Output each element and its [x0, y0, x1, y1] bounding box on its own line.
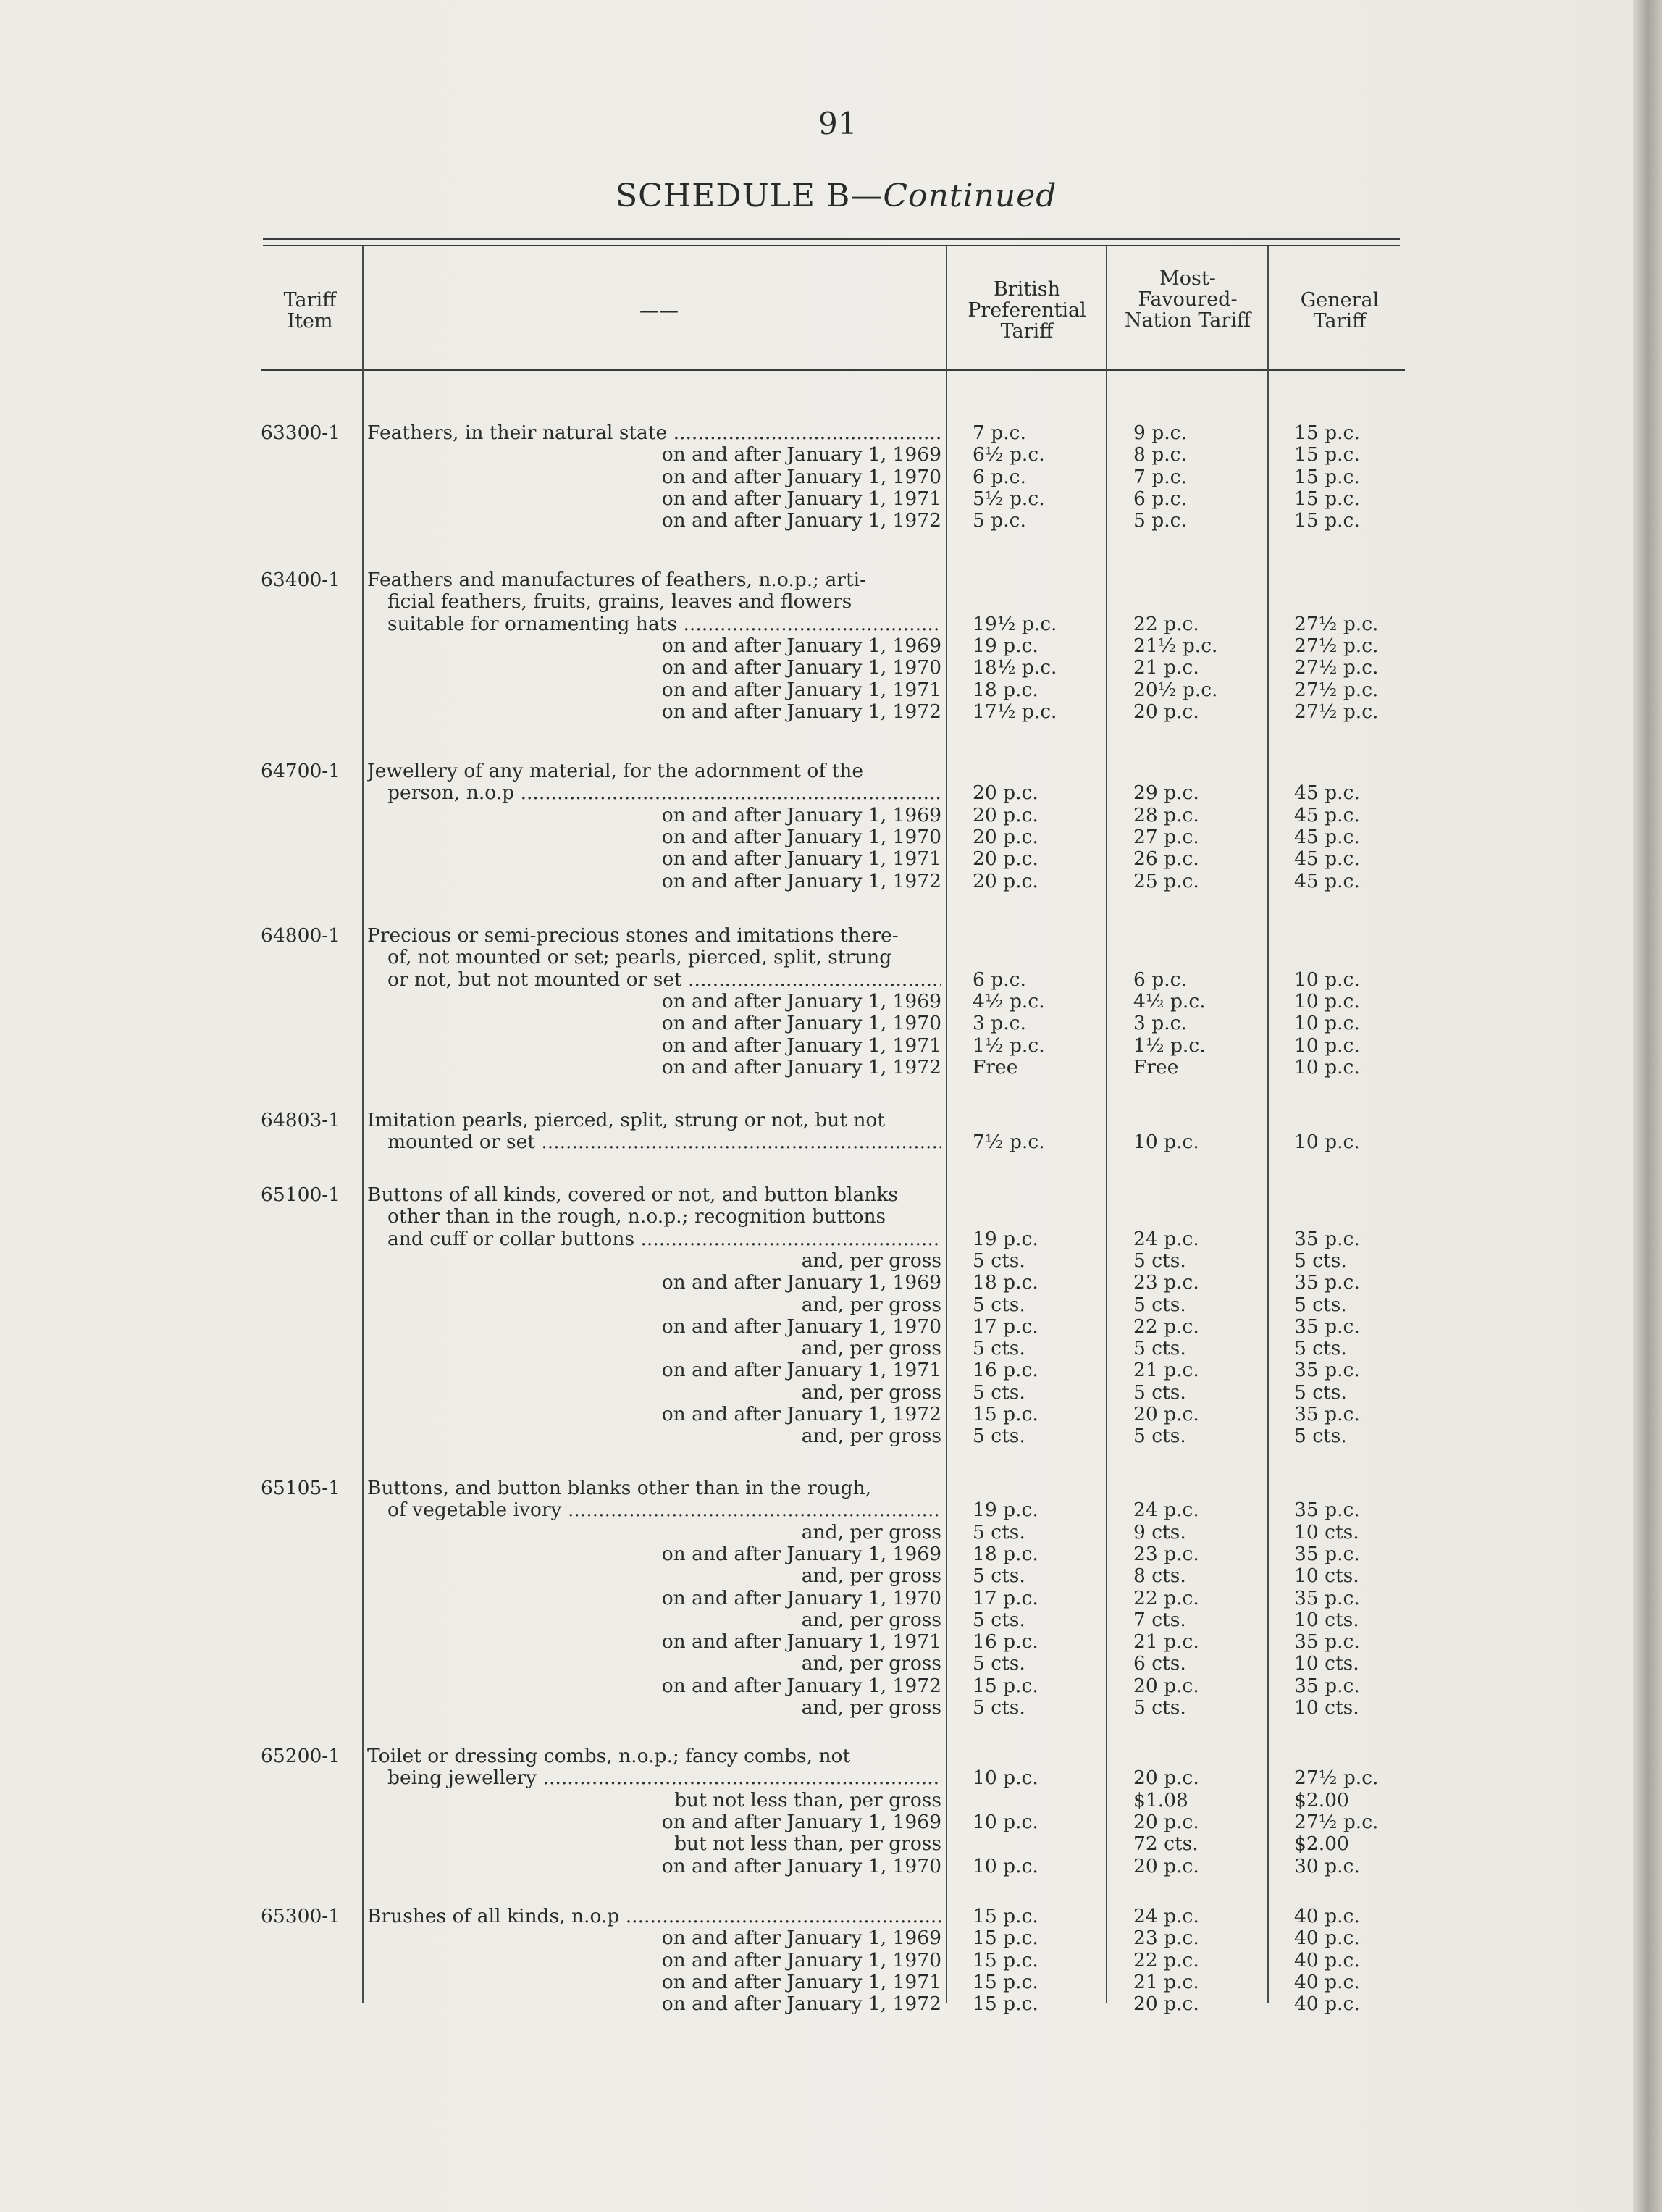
general-rate: 40 p.c. [1294, 1927, 1360, 1950]
rate-condition-label: and, per gross [801, 1564, 941, 1588]
tariff-item-number: 63300-1 [261, 422, 341, 444]
mfn-rate: 20½ p.c. [1133, 678, 1218, 701]
tariff-item-number: 64803-1 [261, 1109, 341, 1131]
british-preferential-rate: 5 cts. [973, 1696, 1025, 1719]
header-rule [261, 369, 1405, 371]
item-description-line: or not, but not mounted or set ..... [387, 969, 941, 991]
item-description-line: Imitation pearls, pierced, split, strung or not, but not [367, 1110, 886, 1131]
british-preferential-rate: 5 cts. [973, 1564, 1025, 1588]
col-divider-4 [1267, 246, 1269, 2003]
rate-condition-label: on and after January 1, 1970 [661, 1854, 941, 1877]
page-number: 91 [818, 106, 857, 141]
item-description-line: Brushes of all kinds, n.o.p ..... [367, 1906, 941, 1927]
title-continued: Continued [883, 177, 1057, 214]
tariff-item-number: 65105-1 [261, 1477, 341, 1499]
general-rate: 10 p.c. [1294, 1034, 1360, 1057]
general-rate: 10 cts. [1294, 1608, 1359, 1631]
british-preferential-rate: 10 p.c. [973, 1810, 1038, 1833]
mfn-rate: 24 p.c. [1133, 1905, 1199, 1927]
mfn-rate: 20 p.c. [1133, 1767, 1199, 1790]
mfn-rate: 1½ p.c. [1133, 1034, 1206, 1057]
british-preferential-rate: 20 p.c. [973, 847, 1038, 871]
item-description-line: Toilet or dressing combs, n.o.p.; fancy combs, not [367, 1746, 851, 1767]
british-preferential-rate: 19 p.c. [973, 1227, 1038, 1250]
british-preferential-rate: 5 cts. [973, 1381, 1025, 1404]
british-preferential-rate: 19 p.c. [973, 634, 1038, 657]
british-preferential-rate: 5 cts. [973, 1293, 1025, 1316]
mfn-rate: 9 cts. [1133, 1520, 1186, 1543]
general-rate: 10 p.c. [1294, 989, 1360, 1013]
british-preferential-rate: 7 p.c. [973, 422, 1026, 444]
mfn-rate: 20 p.c. [1133, 1403, 1199, 1425]
item-description-line: suitable for ornamenting hats ..... [387, 613, 941, 635]
british-preferential-rate: 17 p.c. [973, 1586, 1038, 1609]
british-preferential-rate: 7½ p.c. [973, 1131, 1045, 1154]
item-description-line: other than in the rough, n.o.p.; recognition buttons [387, 1206, 886, 1228]
british-preferential-rate: 5 cts. [973, 1608, 1025, 1631]
rate-condition-label: on and after January 1, 1971 [661, 847, 941, 871]
general-rate: 5 cts. [1294, 1293, 1347, 1316]
rate-condition-label: and, per gross [801, 1520, 941, 1543]
rate-condition-label: on and after January 1, 1972 [661, 869, 941, 892]
col-divider-3 [1106, 246, 1107, 2003]
mfn-rate: 5 cts. [1133, 1381, 1186, 1404]
general-rate: 45 p.c. [1294, 869, 1360, 892]
rate-condition-label: but not less than, per gross [674, 1832, 941, 1856]
mfn-rate: 20 p.c. [1133, 1854, 1199, 1877]
item-description-line: person, n.o.p ..... [387, 782, 941, 804]
rate-condition-label: on and after January 1, 1970 [661, 1315, 941, 1338]
item-description-line: Precious or semi-precious stones and imitations there- [367, 925, 899, 947]
item-description-line: being jewellery ..... [387, 1767, 941, 1789]
mfn-rate: 4½ p.c. [1133, 989, 1206, 1013]
british-preferential-rate: 20 p.c. [973, 803, 1038, 826]
british-preferential-rate: 15 p.c. [973, 1403, 1038, 1425]
general-rate: 35 p.c. [1294, 1403, 1360, 1425]
british-preferential-rate: 5½ p.c. [973, 487, 1045, 510]
rate-condition-label: and, per gross [801, 1293, 941, 1316]
british-preferential-rate: 10 p.c. [973, 1767, 1038, 1790]
general-rate: 5 cts. [1294, 1381, 1347, 1404]
general-rate: 15 p.c. [1294, 465, 1360, 488]
british-preferential-rate: 15 p.c. [973, 1905, 1038, 1927]
mfn-rate: 20 p.c. [1133, 700, 1199, 723]
top-rule-1 [263, 238, 1400, 240]
british-preferential-rate: 5 cts. [973, 1520, 1025, 1543]
rate-condition-label: on and after January 1, 1969 [661, 1810, 941, 1833]
header-general: General Tariff [1300, 289, 1380, 332]
rate-condition-label: and, per gross [801, 1249, 941, 1272]
rate-condition-label: on and after January 1, 1970 [661, 1012, 941, 1035]
british-preferential-rate: 18 p.c. [973, 1271, 1038, 1294]
tariff-item-number: 64700-1 [261, 760, 341, 782]
general-rate: 35 p.c. [1294, 1499, 1360, 1522]
item-description-line: of, not mounted or set; pearls, pierced, split, strung [387, 947, 892, 969]
tariff-item-number: 65300-1 [261, 1905, 341, 1927]
rate-condition-label: on and after January 1, 1970 [661, 465, 941, 488]
british-preferential-rate: 5 cts. [973, 1652, 1025, 1675]
mfn-rate: 7 cts. [1133, 1608, 1186, 1631]
general-rate: 40 p.c. [1294, 1993, 1360, 2016]
mfn-rate: 7 p.c. [1133, 465, 1187, 488]
general-rate: 10 p.c. [1294, 1012, 1360, 1035]
general-rate: 35 p.c. [1294, 1542, 1360, 1565]
rate-condition-label: on and after January 1, 1969 [661, 443, 941, 466]
mfn-rate: 10 p.c. [1133, 1131, 1199, 1154]
british-preferential-rate: 4½ p.c. [973, 989, 1045, 1013]
general-rate: 35 p.c. [1294, 1227, 1360, 1250]
mfn-rate: 23 p.c. [1133, 1542, 1199, 1565]
rate-condition-label: on and after January 1, 1971 [661, 678, 941, 701]
rate-condition-label: on and after January 1, 1971 [661, 1034, 941, 1057]
mfn-rate: 29 p.c. [1133, 782, 1199, 805]
general-rate: 40 p.c. [1294, 1905, 1360, 1927]
british-preferential-rate: 15 p.c. [973, 1993, 1038, 2016]
page-edge [1633, 0, 1662, 2212]
mfn-rate: 5 cts. [1133, 1696, 1186, 1719]
rate-condition-label: and, per gross [801, 1696, 941, 1719]
top-rule-2 [263, 245, 1400, 246]
rate-condition-label: and, per gross [801, 1381, 941, 1404]
header-description: —— [639, 300, 679, 322]
item-description-line: and cuff or collar buttons ..... [387, 1228, 941, 1250]
british-preferential-rate: 6 p.c. [973, 968, 1026, 991]
rate-condition-label: and, per gross [801, 1425, 941, 1448]
general-rate: 10 p.c. [1294, 1055, 1360, 1078]
general-rate: 10 p.c. [1294, 1131, 1360, 1154]
mfn-rate: 8 cts. [1133, 1564, 1186, 1588]
mfn-rate: Free [1133, 1055, 1179, 1078]
mfn-rate: 6 p.c. [1133, 968, 1187, 991]
rate-condition-label: on and after January 1, 1969 [661, 1927, 941, 1950]
mfn-rate: 25 p.c. [1133, 869, 1199, 892]
british-preferential-rate: Free [973, 1055, 1018, 1078]
general-rate: 45 p.c. [1294, 847, 1360, 871]
british-preferential-rate: 18 p.c. [973, 1542, 1038, 1565]
general-rate: 27½ p.c. [1294, 634, 1379, 657]
rate-condition-label: on and after January 1, 1969 [661, 634, 941, 657]
general-rate: 10 cts. [1294, 1696, 1359, 1719]
general-rate: 40 p.c. [1294, 1948, 1360, 1972]
mfn-rate: 23 p.c. [1133, 1271, 1199, 1294]
mfn-rate: 5 cts. [1133, 1425, 1186, 1448]
mfn-rate: 23 p.c. [1133, 1927, 1199, 1950]
tariff-item-number: 63400-1 [261, 569, 341, 591]
rate-condition-label: on and after January 1, 1969 [661, 989, 941, 1013]
header-tariff-item: Tariff Item [283, 289, 337, 332]
general-rate: 27½ p.c. [1294, 656, 1379, 679]
british-preferential-rate: 17 p.c. [973, 1315, 1038, 1338]
general-rate: 27½ p.c. [1294, 1810, 1379, 1833]
rate-condition-label: on and after January 1, 1972 [661, 1993, 941, 2016]
rate-condition-label: but not less than, per gross [674, 1788, 941, 1811]
british-preferential-rate: 17½ p.c. [973, 700, 1057, 723]
general-rate: 10 cts. [1294, 1564, 1359, 1588]
general-rate: 27½ p.c. [1294, 700, 1379, 723]
general-rate: 27½ p.c. [1294, 678, 1379, 701]
rate-condition-label: on and after January 1, 1970 [661, 1586, 941, 1609]
general-rate: 35 p.c. [1294, 1674, 1360, 1697]
mfn-rate: 22 p.c. [1133, 612, 1199, 635]
general-rate: 35 p.c. [1294, 1630, 1360, 1654]
mfn-rate: 24 p.c. [1133, 1499, 1199, 1522]
header-mfn: Most-Favoured-Nation Tariff [1124, 267, 1251, 332]
general-rate: 35 p.c. [1294, 1359, 1360, 1382]
tariff-item-number: 64800-1 [261, 924, 341, 947]
mfn-rate: 5 cts. [1133, 1293, 1186, 1316]
general-rate: 30 p.c. [1294, 1854, 1360, 1877]
british-preferential-rate: 15 p.c. [973, 1674, 1038, 1697]
british-preferential-rate: 5 cts. [973, 1425, 1025, 1448]
mfn-rate: 21 p.c. [1133, 656, 1199, 679]
general-rate: 5 cts. [1294, 1249, 1347, 1272]
british-preferential-rate: 10 p.c. [973, 1854, 1038, 1877]
mfn-rate: 21 p.c. [1133, 1970, 1199, 1993]
british-preferential-rate: 1½ p.c. [973, 1034, 1045, 1057]
rate-condition-label: on and after January 1, 1972 [661, 509, 941, 532]
rate-condition-label: on and after January 1, 1969 [661, 803, 941, 826]
tariff-item-number: 65200-1 [261, 1745, 341, 1767]
general-rate: 27½ p.c. [1294, 612, 1379, 635]
general-rate: 45 p.c. [1294, 803, 1360, 826]
general-rate: 27½ p.c. [1294, 1767, 1379, 1790]
mfn-rate: 22 p.c. [1133, 1315, 1199, 1338]
british-preferential-rate: 15 p.c. [973, 1970, 1038, 1993]
item-description-line: Buttons, and button blanks other than in the rough, [367, 1478, 872, 1499]
header-british-preferential: British Preferential Tariff [968, 278, 1086, 343]
british-preferential-rate: 19 p.c. [973, 1499, 1038, 1522]
general-rate: 15 p.c. [1294, 487, 1360, 510]
item-description-line: Jewellery of any material, for the adornment of the [367, 761, 864, 782]
rate-condition-label: on and after January 1, 1971 [661, 1359, 941, 1382]
mfn-rate: 21 p.c. [1133, 1630, 1199, 1654]
general-rate: 40 p.c. [1294, 1970, 1360, 1993]
british-preferential-rate: 6½ p.c. [973, 443, 1045, 466]
mfn-rate: 27 p.c. [1133, 825, 1199, 848]
col-divider-2 [946, 246, 947, 2003]
rate-condition-label: and, per gross [801, 1652, 941, 1675]
mfn-rate: 3 p.c. [1133, 1012, 1187, 1035]
general-rate: 35 p.c. [1294, 1586, 1360, 1609]
mfn-rate: 9 p.c. [1133, 422, 1187, 444]
british-preferential-rate: 20 p.c. [973, 782, 1038, 805]
british-preferential-rate: 5 cts. [973, 1249, 1025, 1272]
mfn-rate: 20 p.c. [1133, 1810, 1199, 1833]
general-rate: 10 cts. [1294, 1652, 1359, 1675]
rate-condition-label: on and after January 1, 1971 [661, 1630, 941, 1654]
general-rate: 10 p.c. [1294, 968, 1360, 991]
general-rate: 10 cts. [1294, 1520, 1359, 1543]
rate-condition-label: on and after January 1, 1972 [661, 1674, 941, 1697]
british-preferential-rate: 5 p.c. [973, 509, 1026, 532]
mfn-rate: 21 p.c. [1133, 1359, 1199, 1382]
tariff-item-number: 65100-1 [261, 1183, 341, 1206]
mfn-rate: 5 cts. [1133, 1249, 1186, 1272]
general-rate: 5 cts. [1294, 1337, 1347, 1360]
mfn-rate: 6 cts. [1133, 1652, 1186, 1675]
mfn-rate: 5 cts. [1133, 1337, 1186, 1360]
british-preferential-rate: 16 p.c. [973, 1359, 1038, 1382]
general-rate: 15 p.c. [1294, 443, 1360, 466]
general-rate: $2.00 [1294, 1832, 1349, 1856]
british-preferential-rate: 20 p.c. [973, 825, 1038, 848]
title-main: SCHEDULE B— [616, 177, 884, 214]
mfn-rate: 5 p.c. [1133, 509, 1187, 532]
item-description-line: mounted or set ..... [387, 1131, 941, 1153]
item-description-line: of vegetable ivory ..... [387, 1499, 941, 1521]
item-description-line: Feathers and manufactures of feathers, n.o.p.; arti- [367, 569, 867, 591]
item-description-line: ficial feathers, fruits, grains, leaves and flowers [387, 591, 852, 613]
mfn-rate: 8 p.c. [1133, 443, 1187, 466]
rate-condition-label: on and after January 1, 1970 [661, 656, 941, 679]
rate-condition-label: on and after January 1, 1972 [661, 1055, 941, 1078]
general-rate: 45 p.c. [1294, 782, 1360, 805]
mfn-rate: 20 p.c. [1133, 1674, 1199, 1697]
page-title [616, 177, 1057, 214]
rate-condition-label: on and after January 1, 1969 [661, 1271, 941, 1294]
british-preferential-rate: 3 p.c. [973, 1012, 1026, 1035]
general-rate: 35 p.c. [1294, 1315, 1360, 1338]
mfn-rate: $1.08 [1133, 1788, 1188, 1811]
rate-condition-label: and, per gross [801, 1608, 941, 1631]
british-preferential-rate: 15 p.c. [973, 1948, 1038, 1972]
mfn-rate: 21½ p.c. [1133, 634, 1218, 657]
rate-condition-label: on and after January 1, 1971 [661, 487, 941, 510]
item-description-line: Feathers, in their natural state ..... [367, 422, 941, 444]
rate-condition-label: on and after January 1, 1970 [661, 1948, 941, 1972]
british-preferential-rate: 16 p.c. [973, 1630, 1038, 1654]
mfn-rate: 22 p.c. [1133, 1948, 1199, 1972]
item-description-line: Buttons of all kinds, covered or not, and button blanks [367, 1184, 898, 1206]
general-rate: 15 p.c. [1294, 422, 1360, 444]
rate-condition-label: on and after January 1, 1971 [661, 1970, 941, 1993]
mfn-rate: 28 p.c. [1133, 803, 1199, 826]
british-preferential-rate: 18½ p.c. [973, 656, 1057, 679]
rate-condition-label: on and after January 1, 1972 [661, 1403, 941, 1425]
british-preferential-rate: 19½ p.c. [973, 612, 1057, 635]
british-preferential-rate: 20 p.c. [973, 869, 1038, 892]
mfn-rate: 22 p.c. [1133, 1586, 1199, 1609]
rate-condition-label: and, per gross [801, 1337, 941, 1360]
mfn-rate: 20 p.c. [1133, 1993, 1199, 2016]
general-rate: 35 p.c. [1294, 1271, 1360, 1294]
rate-condition-label: on and after January 1, 1970 [661, 825, 941, 848]
mfn-rate: 26 p.c. [1133, 847, 1199, 871]
rate-condition-label: on and after January 1, 1972 [661, 700, 941, 723]
general-rate: $2.00 [1294, 1788, 1349, 1811]
general-rate: 15 p.c. [1294, 509, 1360, 532]
mfn-rate: 72 cts. [1133, 1832, 1199, 1856]
british-preferential-rate: 5 cts. [973, 1337, 1025, 1360]
british-preferential-rate: 6 p.c. [973, 465, 1026, 488]
british-preferential-rate: 18 p.c. [973, 678, 1038, 701]
mfn-rate: 24 p.c. [1133, 1227, 1199, 1250]
british-preferential-rate: 15 p.c. [973, 1927, 1038, 1950]
mfn-rate: 6 p.c. [1133, 487, 1187, 510]
general-rate: 5 cts. [1294, 1425, 1347, 1448]
general-rate: 45 p.c. [1294, 825, 1360, 848]
rate-condition-label: on and after January 1, 1969 [661, 1542, 941, 1565]
